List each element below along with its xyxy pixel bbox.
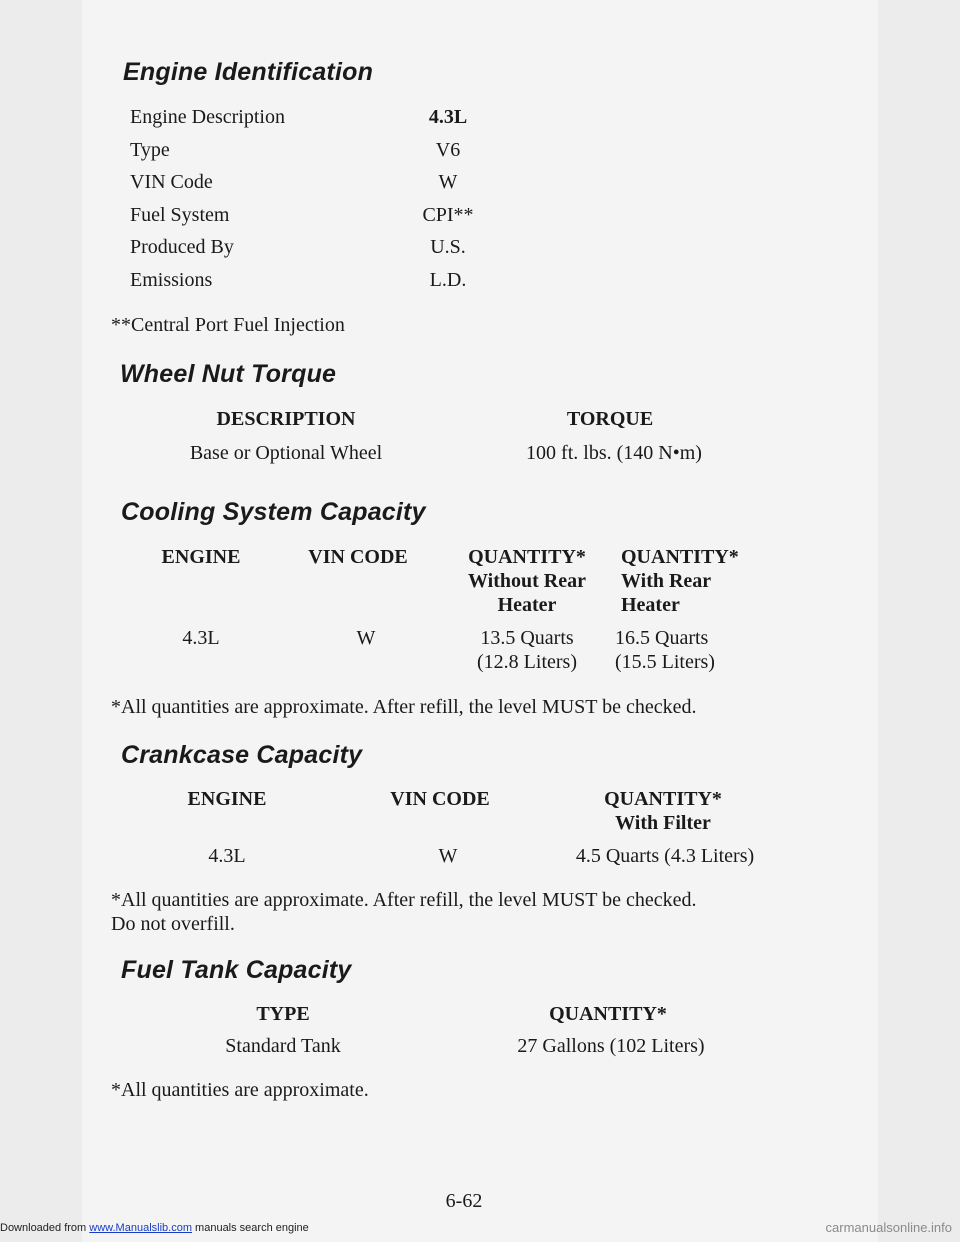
cooling-with-value-2: (15.5 Liters)	[615, 651, 715, 673]
footer-suffix: manuals search engine	[195, 1222, 309, 1234]
emissions-value: L.D.	[429, 269, 467, 291]
cooling-with-value-1: 16.5 Quarts	[615, 627, 709, 649]
cooling-system-capacity-heading: Cooling System Capacity	[121, 498, 426, 526]
produced-by-value: U.S.	[430, 236, 466, 258]
crankcase-note-2: Do not overfill.	[111, 913, 235, 935]
produced-by-label: Produced By	[130, 236, 234, 258]
engine-identification-heading: Engine Identification	[123, 58, 374, 86]
cooling-without-header-3: Heater	[497, 594, 557, 616]
cooling-with-header-3: Heater	[621, 594, 680, 616]
fuel-tank-capacity-heading: Fuel Tank Capacity	[121, 956, 352, 984]
crankcase-quantity-value: 4.5 Quarts (4.3 Liters)	[575, 845, 755, 867]
crankcase-vin-header: VIN CODE	[390, 788, 490, 810]
wheel-description-header: DESCRIPTION	[216, 408, 356, 430]
crankcase-engine-header: ENGINE	[187, 788, 267, 810]
manualslib-link[interactable]: www.Manualslib.com	[89, 1222, 192, 1234]
engine-description-value: 4.3L	[428, 106, 468, 128]
cooling-without-value-2: (12.8 Liters)	[477, 651, 577, 673]
cooling-without-header-2: Without Rear	[468, 570, 586, 592]
cooling-without-header-1: QUANTITY*	[468, 546, 586, 568]
page-number: 6-62	[445, 1190, 483, 1212]
crankcase-vin-value: W	[438, 845, 458, 867]
cooling-vin-value: W	[356, 627, 376, 649]
vin-code-label: VIN Code	[130, 171, 213, 193]
fuel-type-value: Standard Tank	[225, 1035, 341, 1057]
fuel-quantity-header: QUANTITY*	[549, 1003, 667, 1025]
fuel-type-header: TYPE	[256, 1003, 310, 1025]
fuel-system-value: CPI**	[422, 204, 474, 226]
download-footer	[0, 1222, 309, 1234]
footer-prefix: Downloaded from	[0, 1222, 87, 1234]
crankcase-capacity-heading: Crankcase Capacity	[121, 741, 363, 769]
engine-description-label: Engine Description	[130, 106, 285, 128]
fuel-quantity-value: 27 Gallons (102 Liters)	[517, 1035, 705, 1057]
cooling-vin-header: VIN CODE	[308, 546, 408, 568]
fuel-system-label: Fuel System	[130, 204, 230, 226]
fuel-injection-note: **Central Port Fuel Injection	[111, 314, 345, 336]
watermark: carmanualsonline.info	[825, 1220, 952, 1235]
crankcase-quantity-header-1: QUANTITY*	[604, 788, 722, 810]
crankcase-engine-value: 4.3L	[208, 845, 246, 867]
fuel-note: *All quantities are approximate.	[111, 1079, 369, 1101]
cooling-with-header-1: QUANTITY*	[621, 546, 739, 568]
cooling-note: *All quantities are approximate. After refill, the level MUST be checked.	[111, 696, 697, 718]
vin-code-value: W	[438, 171, 458, 193]
cooling-engine-value: 4.3L	[182, 627, 220, 649]
cooling-with-header-2: With Rear	[621, 570, 712, 592]
crankcase-quantity-header-2: With Filter	[615, 812, 711, 834]
wheel-torque-header: TORQUE	[566, 408, 654, 430]
type-value: V6	[435, 139, 461, 161]
cooling-without-value-1: 13.5 Quarts	[480, 627, 574, 649]
wheel-description-value: Base or Optional Wheel	[189, 442, 383, 464]
crankcase-note-1: *All quantities are approximate. After refill, the level MUST be checked.	[111, 889, 697, 911]
emissions-label: Emissions	[130, 269, 213, 291]
wheel-torque-value: 100 ft. lbs. (140 N•m)	[526, 442, 702, 464]
wheel-nut-torque-heading: Wheel Nut Torque	[120, 360, 337, 388]
type-label: Type	[130, 139, 170, 161]
cooling-engine-header: ENGINE	[161, 546, 241, 568]
